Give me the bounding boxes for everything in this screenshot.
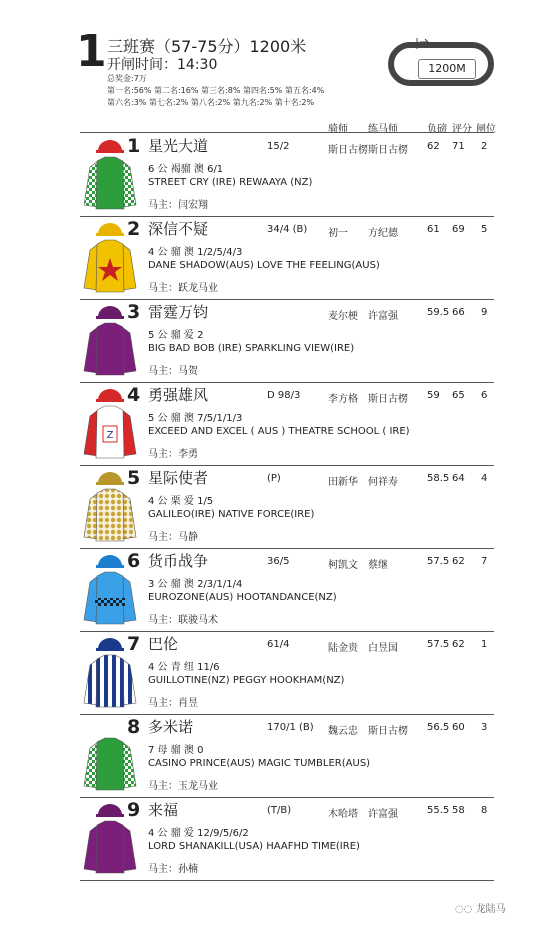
- trainer-name: 方纪德: [368, 228, 398, 239]
- pedigree: EXCEED AND EXCEL ( AUS ) THEATRE SCHOOL ( IRE): [148, 426, 410, 437]
- horse-name: 巴伦: [148, 635, 179, 653]
- horse-name: 来福: [148, 801, 179, 819]
- trainer-name: 白昱国: [368, 643, 398, 654]
- rating: 64: [452, 473, 465, 484]
- pedigree: LORD SHANAKILL(USA) HAAFHD TIME(IRE): [148, 841, 360, 852]
- prize-split-row-2: 第六名:3% 第七名:2% 第八名:2% 第九名:2% 第十名:2%: [107, 98, 315, 107]
- svg-text:Z: Z: [106, 430, 114, 441]
- horse-info: 6 公 褐骝 澳 6/1: [148, 164, 224, 175]
- watermark: ◌◌ 龙陆马: [455, 904, 506, 915]
- horse-info: 3 公 骝 澳 2/3/1/1/4: [148, 579, 243, 590]
- owner: 马主：孙楠: [148, 864, 198, 875]
- runner-entry: [80, 465, 494, 549]
- wechat-icon: ◌◌: [455, 904, 476, 915]
- jockey-name: 陆金贵: [328, 643, 358, 654]
- horse-info: 4 公 骝 澳 1/2/5/4/3: [148, 247, 243, 258]
- owner: 马主：肖昱: [148, 698, 198, 709]
- trainer-name: 许富强: [368, 311, 398, 322]
- horse-name: 星际使者: [148, 469, 209, 487]
- odds: 34/4 (B): [267, 224, 308, 235]
- horse-name: 勇强雄风: [148, 386, 209, 404]
- runner-number: 6: [127, 550, 141, 572]
- horse-info: 4 公 骝 爱 12/9/5/6/2: [148, 828, 249, 839]
- gate: 9: [481, 307, 488, 318]
- prize-split-row-1: 第一名:56% 第二名:16% 第三名:8% 第四名:5% 第五名:4%: [107, 86, 325, 95]
- runner-entry: [80, 548, 494, 632]
- column-trainer: 练马师: [368, 124, 398, 135]
- owner: 马主：马静: [148, 532, 198, 543]
- runner-number: 1: [127, 135, 141, 157]
- jockey-name: 柯凯文: [328, 560, 358, 571]
- start-time: 开闸时间：14:30: [107, 57, 218, 73]
- trainer-name: 蔡继: [368, 560, 388, 571]
- trainer-name: 斯日古楞: [368, 394, 408, 405]
- odds: 170/1 (B): [267, 722, 314, 733]
- runner-number: 7: [127, 633, 141, 655]
- weight: 59: [427, 390, 440, 401]
- gate: 2: [481, 141, 488, 152]
- horse-name: 星光大道: [148, 137, 209, 155]
- owner: 马主：玉龙马业: [148, 781, 218, 792]
- odds: (T/B): [267, 805, 292, 816]
- weight: 57.5: [427, 639, 450, 650]
- runner-entry: [80, 299, 494, 383]
- horse-info: 4 公 栗 爱 1/5: [148, 496, 214, 507]
- runner-number: 5: [127, 467, 141, 489]
- pedigree: GUILLOTINE(NZ) PEGGY HOOKHAM(NZ): [148, 675, 345, 686]
- gate: 7: [481, 556, 488, 567]
- runner-number: 8: [127, 716, 141, 738]
- weight: 57.5: [427, 556, 450, 567]
- rating: 66: [452, 307, 465, 318]
- owner: 马主：闫宏翔: [148, 200, 208, 211]
- weight: 62: [427, 141, 440, 152]
- jockey-name: 李方格: [328, 394, 358, 405]
- runner-number: 4: [127, 384, 141, 406]
- runner-number: 2: [127, 218, 141, 240]
- trainer-name: 何祥寿: [368, 477, 398, 488]
- owner: 马主：李勇: [148, 449, 198, 460]
- weight: 55.5: [427, 805, 450, 816]
- jockey-name: 初一: [328, 228, 348, 239]
- gate: 5: [481, 224, 488, 235]
- gate: 3: [481, 722, 488, 733]
- pedigree: DANE SHADOW(AUS) LOVE THE FEELING(AUS): [148, 260, 380, 271]
- gate: 8: [481, 805, 488, 816]
- track-distance-label: 1200M: [418, 59, 476, 79]
- jockey-name: 魏云忠: [328, 726, 358, 737]
- prize-total: 总奖金:7万: [107, 74, 147, 83]
- rating: 62: [452, 639, 465, 650]
- trainer-name: 许富强: [368, 809, 398, 820]
- gate: 6: [481, 390, 488, 401]
- pedigree: STREET CRY (IRE) REWAAYA (NZ): [148, 177, 313, 188]
- column-rating: 评分: [452, 124, 472, 135]
- jockey-name: 斯日古楞: [328, 145, 368, 156]
- race-number: 1: [76, 26, 107, 77]
- horse-name: 多米诺: [148, 718, 194, 736]
- owner: 马主：联骏马术: [148, 615, 218, 626]
- weight: 58.5: [427, 473, 450, 484]
- jockey-name: 麦尔梗: [328, 311, 358, 322]
- rating: 60: [452, 722, 465, 733]
- weight: 56.5: [427, 722, 450, 733]
- horse-info: 4 公 青 纽 11/6: [148, 662, 220, 673]
- runner-entry: [80, 797, 494, 881]
- runner-entry: [80, 714, 494, 798]
- runner-number: 3: [127, 301, 141, 323]
- pedigree: EUROZONE(AUS) HOOTANDANCE(NZ): [148, 592, 337, 603]
- odds: 61/4: [267, 639, 290, 650]
- runner-entry: [80, 382, 494, 466]
- weight: 59.5: [427, 307, 450, 318]
- odds: 15/2: [267, 141, 290, 152]
- odds: 36/5: [267, 556, 290, 567]
- trainer-name: 斯日古楞: [368, 726, 408, 737]
- odds: (P): [267, 473, 281, 484]
- pedigree: GALILEO(IRE) NATIVE FORCE(IRE): [148, 509, 315, 520]
- jockey-name: 木哈塔: [328, 809, 358, 820]
- runner-entry: [80, 133, 494, 217]
- horse-info: 7 母 骝 澳 0: [148, 745, 204, 756]
- runner-entry: [80, 216, 494, 300]
- runner-entry: [80, 631, 494, 715]
- weight: 61: [427, 224, 440, 235]
- race-title: 三班赛（57-75分）1200米: [107, 37, 307, 56]
- rating: 71: [452, 141, 465, 152]
- rating: 69: [452, 224, 465, 235]
- pedigree: BIG BAD BOB (IRE) SPARKLING VIEW(IRE): [148, 343, 355, 354]
- runner-number: 9: [127, 799, 141, 821]
- gate: 1: [481, 639, 488, 650]
- owner: 马主：马贺: [148, 366, 198, 377]
- gate: 4: [481, 473, 488, 484]
- pedigree: CASINO PRINCE(AUS) MAGIC TUMBLER(AUS): [148, 758, 371, 769]
- rating: 65: [452, 390, 465, 401]
- jockey-name: 田新华: [328, 477, 358, 488]
- horse-name: 雷霆万钧: [148, 303, 209, 321]
- rating: 58: [452, 805, 465, 816]
- column-jockey: 骑师: [328, 124, 348, 135]
- horse-name: 货币战争: [148, 552, 209, 570]
- owner: 马主：跃龙马业: [148, 283, 218, 294]
- rating: 62: [452, 556, 465, 567]
- horse-info: 5 公 骝 爱 2: [148, 330, 204, 341]
- horse-info: 5 公 骝 澳 7/5/1/1/3: [148, 413, 243, 424]
- odds: D 98/3: [267, 390, 301, 401]
- horse-name: 深信不疑: [148, 220, 209, 238]
- column-gate: 闸位: [476, 124, 496, 135]
- column-weight: 负磅: [427, 124, 447, 135]
- trainer-name: 斯日古楞: [368, 145, 408, 156]
